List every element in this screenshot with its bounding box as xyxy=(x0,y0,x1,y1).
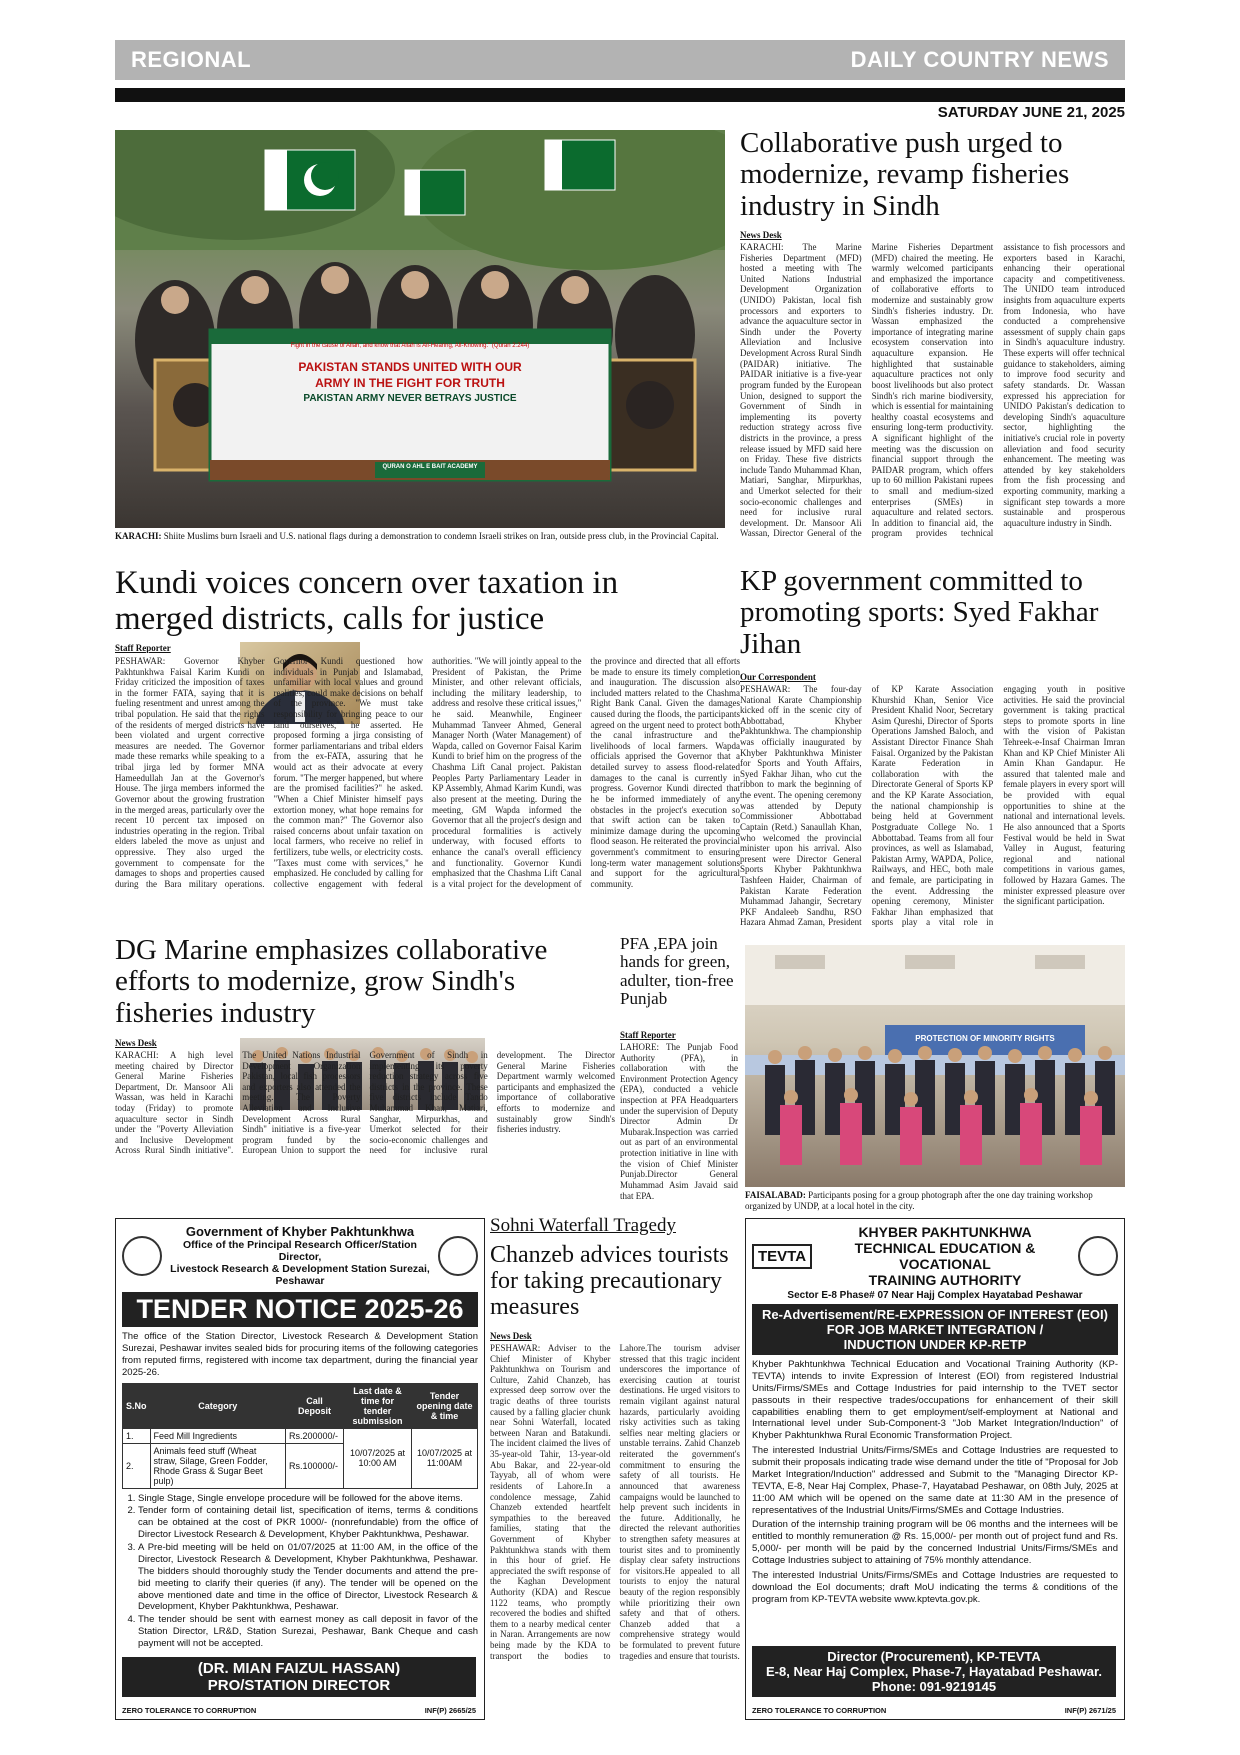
sohni-body: PESHAWAR: Adviser to the Chief Minister of Khyber Pakhtunkhwa on Tourism and Culture, Zahid Chanzeb, has expressed deep sorrow over the tragic deaths of three tourists caused by a falling glacier chunk near Sohni Waterfall, located between Naran and Batakundi. The incident claimed the lives of 35-year-old Tahir, 13-year-old Abu Bakar, and 22-year-old Tayyab, all of whom were residents of Lahore.In a condolence message, Zahid Chanzeb extended heartfelt sympathies to the bereaved families, stating that the Government of Khyber Pakhtunkhwa stands with them in this hour of grief. He appreciated the swift response of the Kaghan Development Authority (KDA) and Rescue 1122 teams, who promptly recovered the bodies and shifted them to a nearby medical center in Naran. Arrangements are now being made by the KDA to transport the bodies to Lahore.The tourism adviser stressed that this tragic incident underscores the importance of exercising caution at tourist destinations. He urged visitors to remain vigilant against natural hazards, particularly avoiding risky activities such as taking selfies near melting glaciers or unstable terrains. Zahid Chanzeb reiterated the government's commitment to ensuring the safety of all tourists. He announced that awareness campaigns would be launched to help prevent such incidents in the future. Additionally, he directed the relevant authorities to strengthen safety measures at tourist sites and to prominently display clear safety instructions for visitors.He appealed to all tourists to enjoy the natural beauty of the region responsibly while prioritizing their own safety and that of others. Chanzeb added that a comprehensive strategy would be formulated to prevent future tragedies and ensure that tourists. xyxy=(490,1343,740,1661)
tevta-foot-left: ZERO TOLERANCE TO CORRUPTION xyxy=(752,1706,887,1715)
col-sno: S.No xyxy=(123,1383,151,1428)
row-category: Animals feed stuff (Wheat straw, Silage, Green Fodder, Rhode Grass & Sugar Beet pulp) xyxy=(150,1443,285,1488)
protest-banner-line1: PAKISTAN STANDS UNITED WITH OUR xyxy=(298,360,522,374)
tender-footer xyxy=(122,1706,476,1715)
tevta-title1: Re-Advertisement/RE-EXPRESSION OF INTEREST (EOI) xyxy=(761,1307,1108,1322)
tender-header xyxy=(122,1224,478,1287)
term-item: 2. Tender form of containing detail list, specification of items, terms & conditions can be obtained at the cost of PKR 1000/- (nonrefundable) from the office of Director Livestock Research & Development, Khyber Pakhtunkhwa, Peshawar. xyxy=(138,1505,478,1541)
section-label: REGIONAL xyxy=(131,47,252,72)
tevta-title2: FOR JOB MARKET INTEGRATION / xyxy=(826,1322,1044,1337)
tender-foot-right: INF(P) 2665/25 xyxy=(424,1706,476,1715)
signer-name: (DR. MIAN FAIZUL HASSAN) xyxy=(197,1660,401,1677)
col-category: Category xyxy=(150,1383,285,1428)
protest-caption xyxy=(115,531,725,542)
row-sno: 2. xyxy=(123,1443,151,1488)
tender-station: Livestock Research & Development Station Surezai, Peshawar xyxy=(170,1263,430,1287)
term-item: 1. Single Stage, Single envelope procedure will be followed for the above items. xyxy=(138,1493,478,1505)
paper-name: DAILY COUNTRY NEWS xyxy=(850,47,1109,72)
kundi-byline: Staff Reporter xyxy=(115,643,171,653)
tevta-para1: Khyber Pakhtunkhwa Technical Education and Vocational Training Authority (KP-TEVTA) intends to invite Expression of Interest (EOI) from registered Industrial Units/Firms/SMEs and Cottage Industries for paid internship to the TVET sector passouts in their respective trades/occupations for enhancement of their skill capabilities enabling them to get employment/self-employment at National and International level under Sub-Component-3 "Job Market Integration/Induction" of Khyber Pakhtunkhwa Rural Economic Transformation Project. xyxy=(752,1359,1118,1442)
kp-emblem-icon xyxy=(1078,1236,1118,1276)
tender-terms xyxy=(122,1493,478,1650)
kp-sports-byline: Our Correspondent xyxy=(740,672,816,682)
tender-notice-ad xyxy=(115,1218,485,1720)
row-deposit: Rs.100000/- xyxy=(286,1443,344,1488)
fisheries-body: KARACHI: The Marine Fisheries Department (MFD) hosted a meeting with The United Nations Industrial Development Organization (UNIDO) Pakistan, local fish processors and exporters to advance the aquaculture sector in Sindh under the Poverty Alleviation and Inclusive Development Across Rural Sindh (PAIDAR) initiative. The PAIDAR initiative is a five-year program funded by the European Union, designed to support the Government of Sindh in implementing its poverty reduction strategy across five districts in the province, a press release issued by MFD said here on Friday. These five districts include Tando Muhammad Khan, Matiari, Sanghar, Mirpurkhas, and Umerkot selected for their socio-economic challenges and need for inclusive rural development. Dr. Mansoor Ali Wassan, Director General of the Marine Fisheries Department (MFD) chaired the meeting. He warmly welcomed participants and emphasized the importance of collaborative efforts to modernize and sustainably grow Sindh's fisheries industry. Dr. Wassan emphasized the importance of integrating marine ecosystem conservation into aquaculture expansion. He highlighted that sustainable aquaculture practices not only boost livelihoods but also protect Sindh's rich marine biodiversity, which is essential for maintaining healthy coastal ecosystems and ensuring long-term productivity. A significant highlight of the meeting was the discussion on financial support through the PAIDAR program, which offers up to 60 million Pakistani rupees to small and medium-sized enterprises (SMEs) in aquaculture and related sectors. In addition to financial aid, the program provides technical assistance to fish processors and exporters based in Karachi, enhancing their operational capacity and competitiveness. The UNIDO team introduced insights from aquaculture experts from Indonesia, who have conducted a comprehensive assessment of supply chain gaps in Sindh's aquaculture industry. These experts will offer technical guidance to stakeholders, aiming to improve food security and safety standards. Dr. Wassan expressed his appreciation for UNIDO Pakistan's dedication to developing Sindh's aquaculture sector, highlighting the initiative's crucial role in poverty alleviation and food security enhancement. The meeting was attended by key stakeholders from the fish processing and exporting community, marking a significant step towards a more sustainable and prosperous aquaculture industry in Sindh. xyxy=(740,242,1125,539)
dg-marine-headline: DG Marine emphasizes collaborative efforts to modernize, grow Sindh's fisheries industry xyxy=(115,934,548,1029)
row-category: Feed Mill Ingredients xyxy=(150,1428,285,1443)
faisalabad-banner-text: PROTECTION OF MINORITY RIGHTS xyxy=(915,1034,1055,1043)
tevta-sign3: Phone: 091-9219145 xyxy=(871,1679,997,1694)
protest-banner-footer: QURAN O AHL E BAIT ACADEMY xyxy=(382,464,478,470)
tevta-foot-right: INF(P) 2671/25 xyxy=(1064,1706,1116,1715)
faisalabad-photo xyxy=(745,945,1125,1187)
dg-marine-byline: News Desk xyxy=(115,1038,157,1048)
col-deposit: Call Deposit xyxy=(286,1383,344,1428)
tevta-org1: KHYBER PAKHTUNKHWA xyxy=(858,1224,1032,1240)
sohni-headline: Chanzeb advices tourists for taking precautionary measures xyxy=(490,1242,729,1320)
tevta-signer xyxy=(752,1646,1116,1697)
col-last-date: Last date & time for tender submission xyxy=(344,1383,412,1428)
protest-photo xyxy=(115,130,725,528)
term-item: 3. A Pre-bid meeting will be held on 01/07/2025 at 11:00 AM, in the office of the Director, Livestock Research & Development, Khyber Pakhtunkhwa, Peshawar. The bidders should thoroughly study the Tender documents and attend the pre-bid meeting to clarify their queries (if any). The tender will be opened on the above mentioned date and time in the office of Director, Livestock Research & Development, Khyber Pakhtunkhwa, Peshawar. xyxy=(138,1542,478,1613)
tevta-org2: TECHNICAL EDUCATION & VOCATIONAL xyxy=(854,1240,1036,1272)
kp-emblem-icon xyxy=(122,1236,162,1276)
tevta-para2: The interested Industrial Units/Firms/SMEs and Cottage Industries are requested to submit their proposals indicating trade wise demand under the title of "Proposal for Job Market Integration/Induction" addressed and Submit to the "Managing Director KP-TEVTA, E-8, Near Haj Complex, Phase-7, Hayatabad Peshawar, on 08th July, 2025 at 11:00 AM which will be opened on the same date at 11:30 AM in the presence of representatives of the Industrial Units/Firms/SMEs and Cottage Industries. xyxy=(752,1445,1118,1516)
tevta-logo: TEVTA xyxy=(752,1244,812,1269)
tevta-para3: Duration of the internship training program will be 06 months and the internees will be entitled to monthly remuneration @ Rs. 15,000/- per month out of project fund and Rs. 5,000/- per month will be paid by the concerned Industrial Units/Firms/SMEs and Cottage Industries subject to attaining of 75% monthly attendance. xyxy=(752,1519,1118,1566)
tevta-title-block xyxy=(752,1304,1118,1355)
tevta-header xyxy=(752,1224,1118,1288)
tender-office: Office of the Principal Research Officer/Station Director, xyxy=(183,1239,417,1263)
tevta-title3: INDUCTION UNDER KP-RETP xyxy=(843,1337,1027,1352)
tevta-footer xyxy=(752,1706,1116,1715)
table-row xyxy=(123,1428,478,1443)
tevta-address: Sector E-8 Phase# 07 Near Hajj Complex Hayatabad Peshawar xyxy=(787,1290,1083,1301)
tender-title: TENDER NOTICE 2025-26 xyxy=(122,1292,478,1327)
signer-title: PRO/STATION DIRECTOR xyxy=(207,1677,391,1694)
tender-gov: Government of Khyber Pakhtunkhwa xyxy=(185,1224,415,1239)
masthead-rule xyxy=(115,88,1125,102)
tevta-sign2: E-8, Near Haj Complex, Phase-7, Hayatabad Peshawar. xyxy=(766,1664,1102,1679)
row-sno: 1. xyxy=(123,1428,151,1443)
tender-intro: The office of the Station Director, Livestock Research & Development Station Surezai, Peshawar invites sealed bids for procuring items of the following categories from reputed firms, registered with income tax department, during the financial year 2025-26. xyxy=(122,1331,478,1378)
protest-banner-quote: Fight in the cause of Allah, and know that Allah is All-Hearing, All-Knowing." (Quran 2:244) xyxy=(290,343,530,349)
tender-foot-left: ZERO TOLERANCE TO CORRUPTION xyxy=(122,1706,257,1715)
pfa-headline: PFA ,EPA join hands for green, adulter, tion-free Punjab xyxy=(620,934,734,1009)
sohni-byline: News Desk xyxy=(490,1331,532,1341)
tevta-org3: TRAINING AUTHORITY xyxy=(868,1272,1022,1288)
sohni-kicker: Sohni Waterfall Tragedy xyxy=(490,1215,676,1236)
issue-date: SATURDAY JUNE 21, 2025 xyxy=(937,104,1125,121)
protest-banner-line2: ARMY IN THE FIGHT FOR TRUTH xyxy=(315,376,505,390)
section-banner xyxy=(115,40,1125,80)
livestock-emblem-icon xyxy=(438,1236,478,1276)
row-deposit: Rs.200000/- xyxy=(286,1428,344,1443)
caption-place: KARACHI: xyxy=(115,531,162,541)
term-item: 4. The tender should be sent with earnest money as call deposit in favor of the Station Director, LR&D, Station Surezai, Peshawar, Bank Cheque and cash payment will not be accepted. xyxy=(138,1614,478,1650)
tevta-para4: The interested Industrial Units/Firms/SMEs and Cottage Industries are requested to download the EoI documents; draft MoU indicating the terms & conditions of the program from KP-TEVTA website www.kptevta.gov.pk. xyxy=(752,1569,1118,1605)
row-last-date: 10/07/2025 at 10:00 AM xyxy=(344,1428,412,1488)
kp-sports-headline: KP government committed to promoting sports: Syed Fakhar Jihan xyxy=(740,565,1099,660)
kundi-headline: Kundi voices concern over taxation in merged districts, calls for justice xyxy=(115,565,619,637)
pfa-body: LAHORE: The Punjab Food Authority (PFA), in collaboration with the Environment Protection Agency (EPA), conducted a vehicle inspection at PFA Headquarters under the supervision of Deputy Director Admin Dr Mubarak.Inspection was carried out as part of an environmental protection initiative in line with the vision of Chief Minister Punjab.Director General Muhammad Asim Javaid said that EPA. xyxy=(620,1042,738,1200)
faisalabad-caption xyxy=(745,1190,1125,1212)
faisalabad-caption-text: Participants posing for a group photograph after the one day training workshop organized by UNDP, at a local hotel in the city. xyxy=(745,1190,1093,1211)
tender-table xyxy=(122,1383,478,1489)
tevta-ad xyxy=(745,1218,1125,1720)
tender-signer xyxy=(122,1657,476,1697)
kp-sports-body: PESHAWAR: The four-day National Karate Championship kicked off in the scenic city of Abbottabad, Khyber Pakhtunkhwa. The championship was officially inaugurated by Khyber Pakhtunkhwa Minister for Sports and Youth Affairs, Syed Fakhar Jihan, who cut the ribbon to mark the beginning of the event. The opening ceremony was attended by Deputy Commissioner Abbottabad Captain (Retd.) Sanaullah Khan, who welcomed the provincial minister upon his arrival. Also present were Director General Sports Khyber Pakhtunkhwa Tashfeen Haider, Chairman of Pakistan Karate Federation Muhammad Jahangir, Secretary PKF Andaleeb Sandhu, RSO Hazara Ahmad Zaman, President of KP Karate Association Khurshid Khan, Senior Vice President Khalid Noor, Secretary Asim Qureshi, Director of Sports Operations Jamshed Baloch, and Assistant Director Finance Shah Faisal. Organized by the Pakistan Karate Federation in collaboration with the Directorate General of Sports KP and the KP Karate Association, the national championship is being held at Government Postgraduate College No. 1 Abbottabad. Teams from all four provinces, as well as Islamabad, Pakistan Army, WAPDA, Police, Railways, and HEC, both male and female, are participating in the event. Addressing the opening ceremony, Minister Fakhar Jihan emphasized that sports play a vital role in engaging youth in positive activities. He said the provincial government is taking practical steps to promote sports in line with the vision of Pakistan Tehreek-e-Insaf Chairman Imran Khan and KP Chief Minister Ali Amin Khan Gandapur. He assured that talented male and female players in every sport will be provided with equal opportunities to shine at the national and international levels. He also announced that a Sports Festival would be held in Swat Valley in August, featuring regional and national competitions in various games, followed by Hazara Games. The minister expressed pleasure over the significant participation. xyxy=(740,684,1125,928)
row-opening: 10/07/2025 at 11:00AM xyxy=(412,1428,478,1488)
protest-banner-line3: PAKISTAN ARMY NEVER BETRAYS JUSTICE xyxy=(303,393,517,404)
fisheries-byline: News Desk xyxy=(740,230,782,240)
caption-text: Shiite Muslims burn Israeli and U.S. national flags during a demonstration to condemn Israeli strikes on Iran, outside press club, in the Provincial Capital. xyxy=(161,531,719,541)
dg-marine-body: KARACHI: A high level meeting chaired by Director General Marine Fisheries Department, Dr. Mansoor Ali Wassan, was held in Karachi today (Friday) to promote aquaculture sector in Sindh under the "Poverty Alleviation and Inclusive Development Across Rural Sindh initiative". The United Nations Industrial Development Organization Pakistan, local fish processors and exporters also attended the meeting. The Poverty Alleviation and Inclusive Development Across Rural Sindh" initiative is a five-year program funded by the European Union to support the Government of Sindh in implementing its poverty reduction strategy across five districts in the province. These five districts include Tando Muhammad Khan, Matiari, Sanghar, Mirpurkhas, and Umerkot selected for their socio-economic challenges and need for inclusive rural development. The Director General Marine Fisheries Department warmly welcomed participants and emphasized the importance of collaborative efforts to modernize and sustainably grow Sindh's fisheries industry. xyxy=(115,1050,615,1156)
faisalabad-caption-place: FAISALABAD: xyxy=(745,1190,806,1200)
pfa-byline: Staff Reporter xyxy=(620,1030,676,1040)
tevta-sign1: Director (Procurement), KP-TEVTA xyxy=(827,1649,1041,1664)
fisheries-headline: Collaborative push urged to modernize, revamp fisheries industry in Sindh xyxy=(740,127,1070,222)
kundi-body: PESHAWAR: Governor Khyber Pakhtunkhwa Faisal Karim Kundi on Friday criticized the imposition of taxes in the former FATA, saying that it is fueling resentment and unrest among the tribal population. He said that the rights of the residents of merged districts have been violated and urgent corrective measures are needed. The Governor made these remarks while speaking to a tribal jirga led by former MNA Hameedullah Jan at the Governor's House. The jirga members informed the Governor about the growing frustration in the merged areas, particularly over the recent 10 percent tax imposed on industries operating in the region. Tribal elders labeled the move as unjust and oppressive. They also urged the government to compensate for the damages to shops and properties caused during the Bara military operations. Governor Kundi questioned how individuals in Punjab and Islamabad, unfamiliar with local values and ground realities, could make decisions on behalf of the province. "We must take responsibility for bringing peace to our land ourselves," he asserted. He proposed forming a jirga consisting of former parliamentarians and tribal elders from the ex-FATA, assuring that he would act as their advocate at every forum. "The merger happened, but where are the promised facilities?" he asked. "When a Chief Minister himself pays extortion money, what hope remains for the common man?" The Governor also raised concerns about unfair taxation on local farmers, who receive no relief in fertilizers, tube wells, or electricity costs. "Taxes must come with services," he emphasized. He concluded by calling for collective engagement with federal authorities. "We will jointly appeal to the President of Pakistan, the Prime Minister, and other relevant officials, including the military leadership, to address and resolve these critical issues," he said. Meanwhile, Engineer Muhammad Tanveer Ahmed, General Manager North (Water Management) of Wapda, called on Governor Faisal Karim Kundi to brief him on the progress of the Chashma Lift Canal project. Pakistan Peoples Party Parliamentary Leader in KP Assembly, Ahmad Karim Kundi, was also present at the meeting. During the meeting, GM Wapda informed the Governor that all the project's design and procedural formalities is actively underway, with focused efforts to enhance the canal's overall efficiency and functionality. Governor Kundi emphasized that the Chashma Lift Canal is a vital project for the development of the province and directed that all efforts be made to ensure its timely completion and inauguration. The discussion also included matters related to the Chashma Right Bank Canal. Given the damages caused during the floods, the participants agreed on the urgent need to protect both the canal infrastructure and the livelihoods of local farmers. Wapda officials apprised the Governor that a detailed survey to assess flood-related damages to the canal is currently in progress. Governor Kundi directed that he be informed immediately of any obstacles in the project's execution so that swift action can be taken to minimize damage during the upcoming flood season. He reiterated the provincial government's commitment to ensuring long-term water management solutions and support for the agricultural community. xyxy=(115,656,740,889)
protest-banner xyxy=(210,330,610,480)
col-opening: Tender opening date & time xyxy=(412,1383,478,1428)
